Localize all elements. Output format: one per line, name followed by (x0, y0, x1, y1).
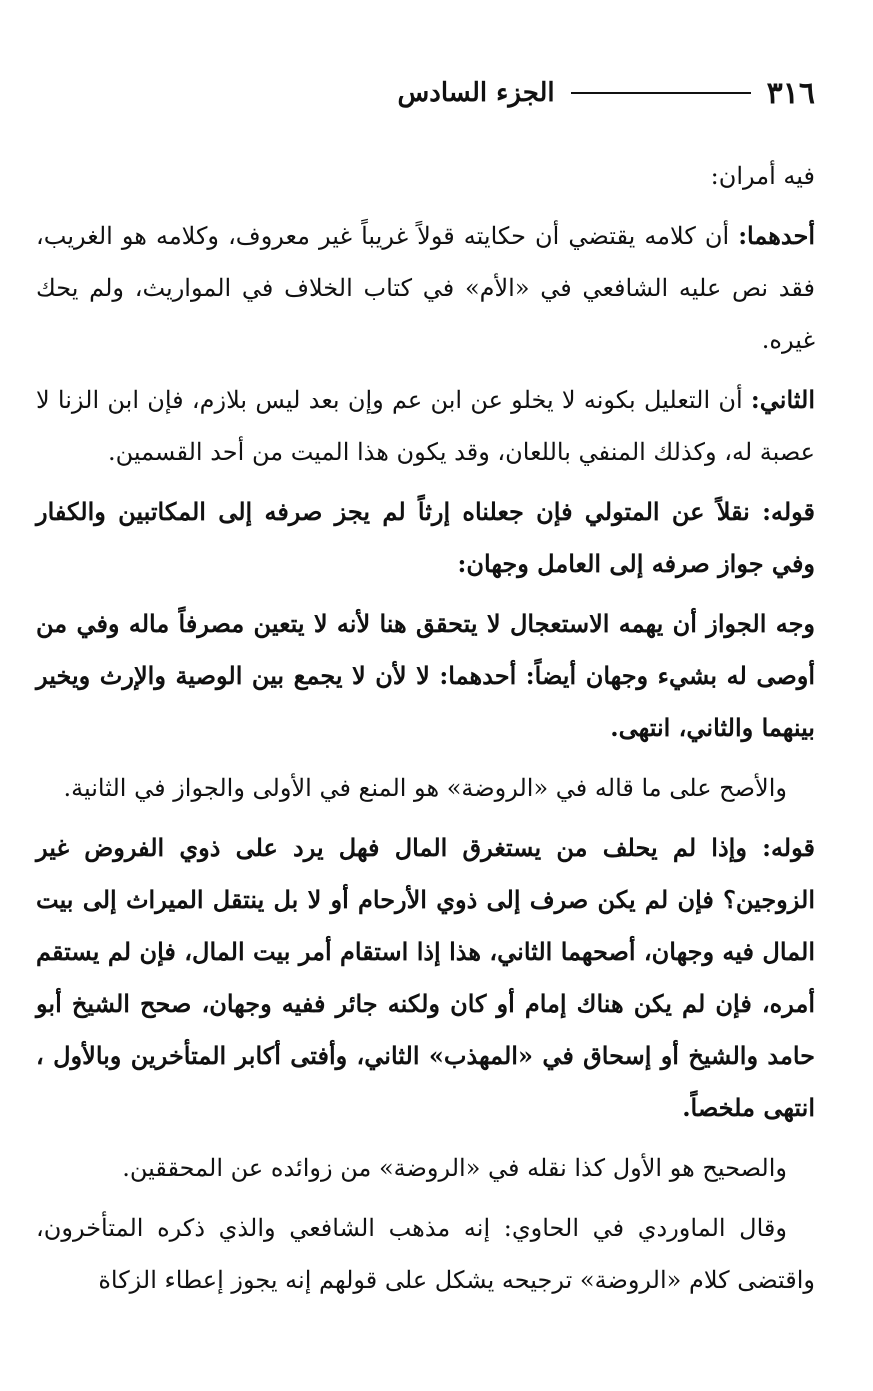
paragraph-intro (36, 150, 815, 202)
paragraph-text: أن كلامه يقتضي أن حكايته قولاً غريباً غير معروف، وكلامه هو الغريب، فقد نص عليه الشافعي في «الأم» في كتاب الخلاف في المواريث، ولم يحك غيره. (36, 222, 815, 354)
paragraph-first-matter (36, 210, 815, 366)
paragraph-lead: الثاني: (750, 385, 815, 414)
paragraph-quote-mutawalli: قوله: نقلاً عن المتولي فإن جعلناه إرثاً لم يجز صرفه إلى المكاتبين والكفار وفي جواز صرفه إلى العامل وجهان: (36, 497, 815, 578)
paragraph-quote-inheritance: قوله: وإذا لم يحلف من يستغرق المال فهل يرد على ذوي الفروض غير الزوجين؟ فإن لم يكن صرف إلى ذوي الأرحام أو لا بل ينتقل الميراث إلى بيت المال فيه وجهان، أصحهما الثاني، هذا إذا استقام أمر بيت المال، فإن لم يستقم أمره، فإن لم يكن هناك إمام أو كان ولكنه جائر ففيه وجهان، صحح الشيخ أبو حامد والشيخ أو إسحاق في «المهذب» الثاني، وأفتى أكابر المتأخرين وبالأول ، انتهى ملخصاً. (36, 833, 816, 1122)
header-rule (571, 92, 751, 94)
paragraph-correct-view: والأصح على ما قاله في «الروضة» هو المنع في الأولى والجواز في الثانية. (63, 774, 787, 802)
page-number: ٣١٦ (766, 75, 815, 111)
paragraph-correct-first: والصحيح هو الأول كذا نقله في «الروضة» من زوائده عن المحققين. (122, 1154, 787, 1182)
paragraph-text: فيه أمران: (710, 162, 815, 190)
page-header (36, 70, 815, 116)
paragraph-lead: أحدهما: (738, 221, 815, 250)
running-title: الجزء السادس (397, 78, 555, 108)
paragraph-text: أن التعليل بكونه لا يخلو عن ابن عم وإن بعد ليس بلازم، فإن ابن الزنا لا عصبة له، وكذلك المنفي باللعان، وقد يكون هذا الميت من أحد القسمين. (36, 386, 815, 466)
paragraph-mawardi: وقال الماوردي في الحاوي: إنه مذهب الشافعي والذي ذكره المتأخرون، واقتضى كلام «الروضة» ترجيحه يشكل على قولهم إنه يجوز إعطاء الزكاة (36, 1214, 815, 1294)
paragraph-quote-continued: وجه الجواز أن يهمه الاستعجال لا يتحقق هنا لأنه لا يتعين مصرفاً ماله وفي من أوصى له بشيء وجهان أيضاً: أحدهما: لا لأن لا يجمع بين الوصية والإرث ويخير بينهما والثاني، انتهى. (36, 609, 815, 742)
page-body (36, 150, 815, 1314)
paragraph-second-matter (36, 374, 815, 478)
